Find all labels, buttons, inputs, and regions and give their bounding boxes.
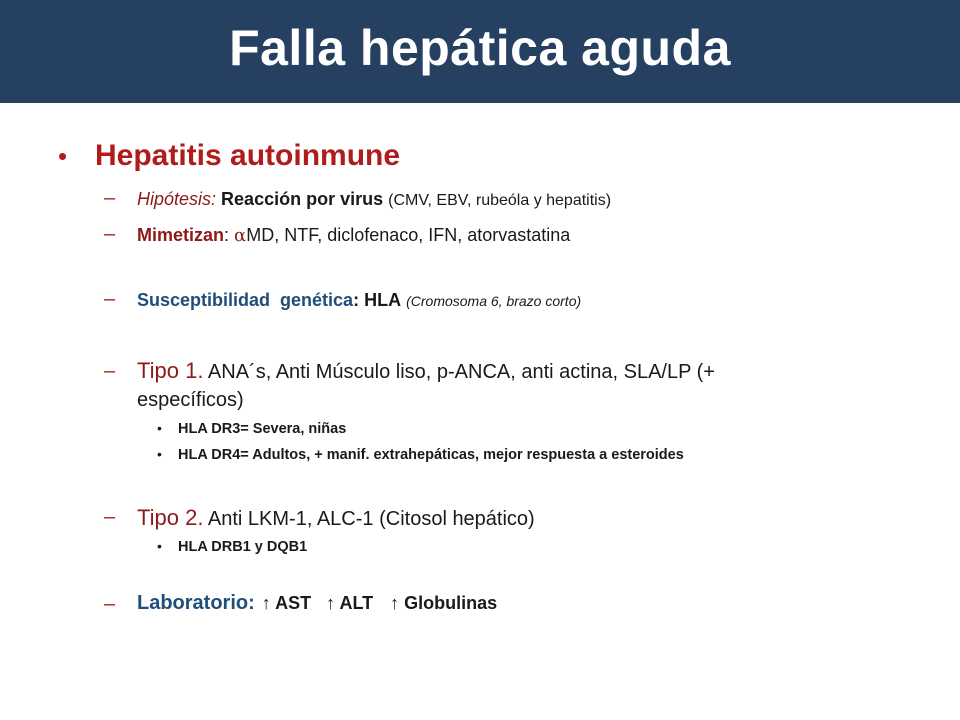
hipotesis-bold: Reacción por virus — [221, 189, 384, 209]
tipo2-rest: Anti LKM-1, ALC-1 (Citosol hepático) — [207, 508, 535, 530]
mimetizan-label: Mimetizan — [137, 225, 225, 245]
tipo2-sub-item: HLA DRB1 y DQB1 — [178, 539, 308, 555]
main-bullet-heading: Hepatitis autoinmune — [95, 139, 401, 172]
susceptibilidad-colon: : — [353, 290, 360, 310]
dash-icon: – — [104, 360, 116, 382]
slide-title: Falla hepática aguda — [229, 19, 731, 76]
tipo1-sub-item: HLA DR3= Severa, niñas — [178, 421, 347, 437]
tipo1-sub-item: HLA DR4= Adultos, + manif. extrahepáticas, mejor respuesta a esteroides — [178, 447, 684, 463]
tipo2-line — [137, 505, 535, 531]
susceptibilidad-rest: (Cromosoma 6, brazo corto) — [406, 293, 582, 309]
tipo1-label: Tipo 1. — [137, 358, 204, 383]
sub-bullet-icon: • — [157, 538, 162, 554]
susceptibilidad-label: Susceptibilidad genética — [137, 290, 354, 310]
tipo1-line — [137, 358, 715, 384]
dash-icon: – — [104, 288, 116, 310]
lab-item-globulinas: ↑ Globulinas — [390, 593, 498, 613]
tipo2-label: Tipo 2. — [137, 505, 204, 530]
lab-item-ast: ↑ AST — [261, 593, 312, 613]
mimetizan-line — [137, 225, 570, 246]
dash-icon: – — [104, 506, 116, 528]
sub-bullet-icon: • — [157, 446, 162, 462]
dash-icon: – — [104, 593, 116, 615]
dash-icon: – — [104, 187, 116, 209]
tipo1-text-line1: ANA´s, Anti Músculo liso, p-ANCA, anti actina, SLA/LP (+ — [207, 361, 715, 383]
alpha-symbol: α — [234, 225, 247, 246]
laboratorio-line — [137, 592, 497, 615]
laboratorio-label: Laboratorio: — [137, 592, 255, 614]
bullet-icon: • — [58, 141, 68, 171]
tipo1-text-line2: específicos) — [137, 389, 244, 411]
dash-icon: – — [104, 223, 116, 245]
susceptibilidad-hla: HLA — [364, 290, 402, 310]
sub-bullet-icon: • — [157, 420, 162, 436]
mimetizan-rest: MD, NTF, diclofenaco, IFN, atorvastatina — [246, 225, 571, 245]
lab-item-alt: ↑ ALT — [326, 593, 374, 613]
mimetizan-colon: : — [224, 225, 230, 245]
susceptibilidad-line — [137, 290, 581, 311]
hipotesis-rest: (CMV, EBV, rubeóla y hepatitis) — [388, 192, 612, 209]
hipotesis-line — [137, 189, 611, 210]
hipotesis-label: Hipótesis: — [137, 189, 217, 209]
